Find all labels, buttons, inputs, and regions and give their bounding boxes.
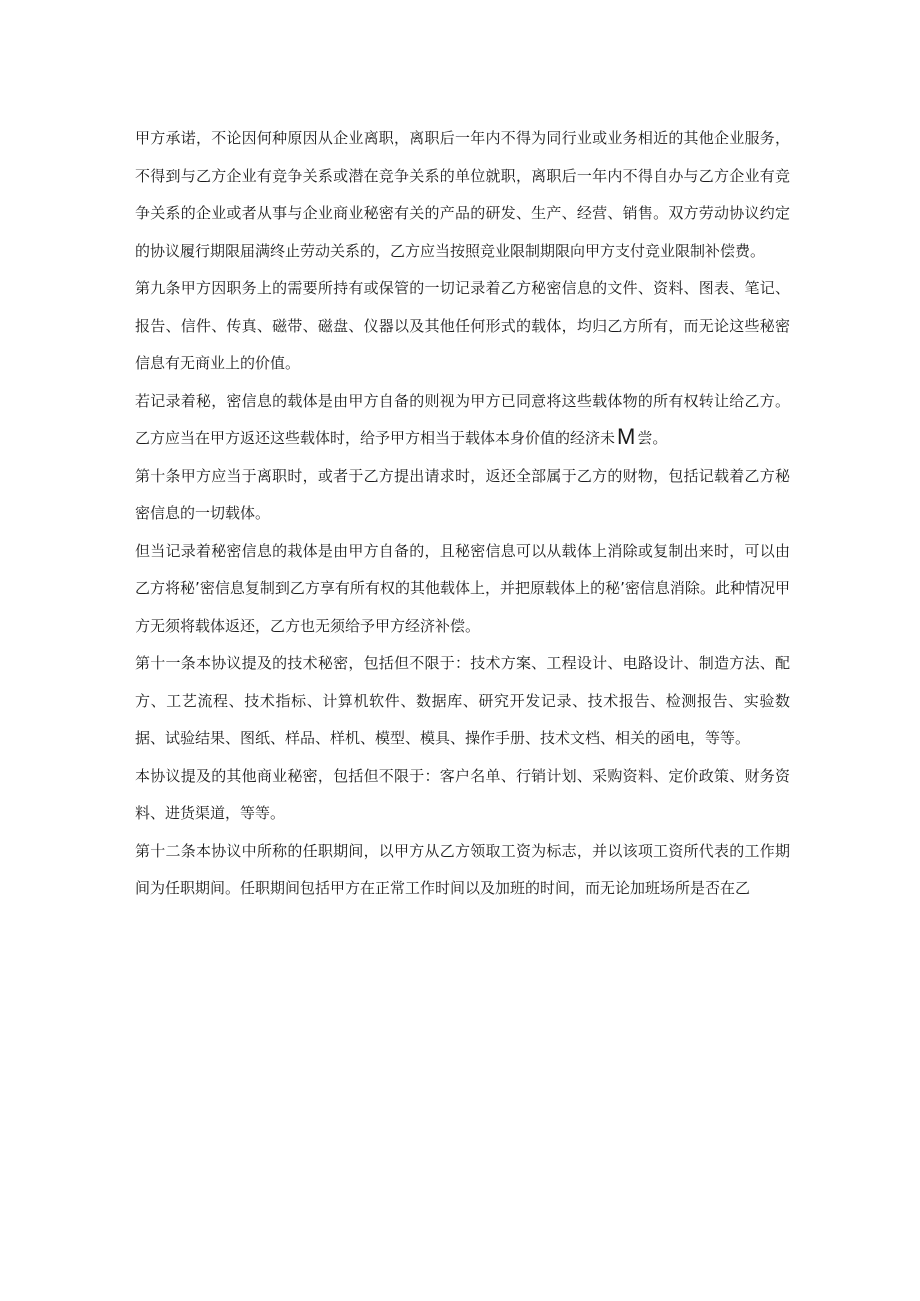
carrier-big-letter: M <box>617 424 636 449</box>
carrier-text-before: 若记录着秘，密信息的载体是由甲方自备的则视为甲方已同意将这些载体物的所有权转让给乙方。乙方应当在甲方返还这些载体时，给予甲方相当于载体本身价值的经济未 <box>135 391 790 447</box>
carrier-text-after: 尝。 <box>637 429 668 447</box>
paragraph-article-11: 第十一条本协议提及的技术秘密，包括但不限于：技术方案、工程设计、电路设计、制造方法、配方、工艺流程、技术指标、计算机软件、数据库、研究开发记录、技术报告、检测报告、实验数据、试验结果、图纸、样品、样机、模型、模具、操作手册、技术文档、相关的函电，等等。 <box>135 654 790 747</box>
paragraph-other-secrets: 本协议提及的其他商业秘密，包括但不限于：客户名单、行销计划、采购资料、定价政策、财务资料、进货渠道，等等。 <box>135 766 790 822</box>
paragraph-article-10: 第十条甲方应当于离职时，或者于乙方提出请求时，返还全部属于乙方的财物，包括记载着乙方秘密信息的一切载体。 <box>135 466 790 522</box>
paragraph-carrier-transfer <box>135 383 790 458</box>
paragraph-article-12: 第十二条本协议中所称的任职期间，以甲方从乙方领取工资为标志，并以该项工资所代表的工作期间为任职期间。任职期间包括甲方在正常工作时间以及加班的时间，而无论加班场所是否在乙 <box>135 841 790 897</box>
document-body <box>135 120 790 908</box>
paragraph-non-compete: 甲方承诺，不论因何种原因从企业离职，离职后一年内不得为同行业或业务相近的其他企业服务，不得到与乙方企业有竞争关系或潜在竞争关系的单位就职，离职后一年内不得自办与乙方企业有竞争关系的企业或者从事与企业商业秘密有关的产品的研发、生产、经营、销售。双方劳动协议约定的协议履行期限届满终止劳动关系的，乙方应当按照竞业限制期限向甲方支付竞业限制补偿费。 <box>135 129 790 260</box>
paragraph-article-9: 第九条甲方因职务上的需要所持有或保管的一切记录着乙方秘密信息的文件、资料、图表、笔记、报告、信件、传真、磁带、磁盘、仪器以及其他任何形式的载体，均归乙方所有，而无论这些秘密信息有无商业上的价值。 <box>135 279 790 372</box>
paragraph-self-owned-carrier: 但当记录着秘密信息的栽体是由甲方自备的，且秘密信息可以从载体上消除或复制出来时，可以由乙方将秘’密信息复制到乙方享有所有权的其他载体上，并把原载体上的秘’密信息消除。此种情况甲方无须将载体返还，乙方也无须给予甲方经济补偿。 <box>135 541 790 635</box>
